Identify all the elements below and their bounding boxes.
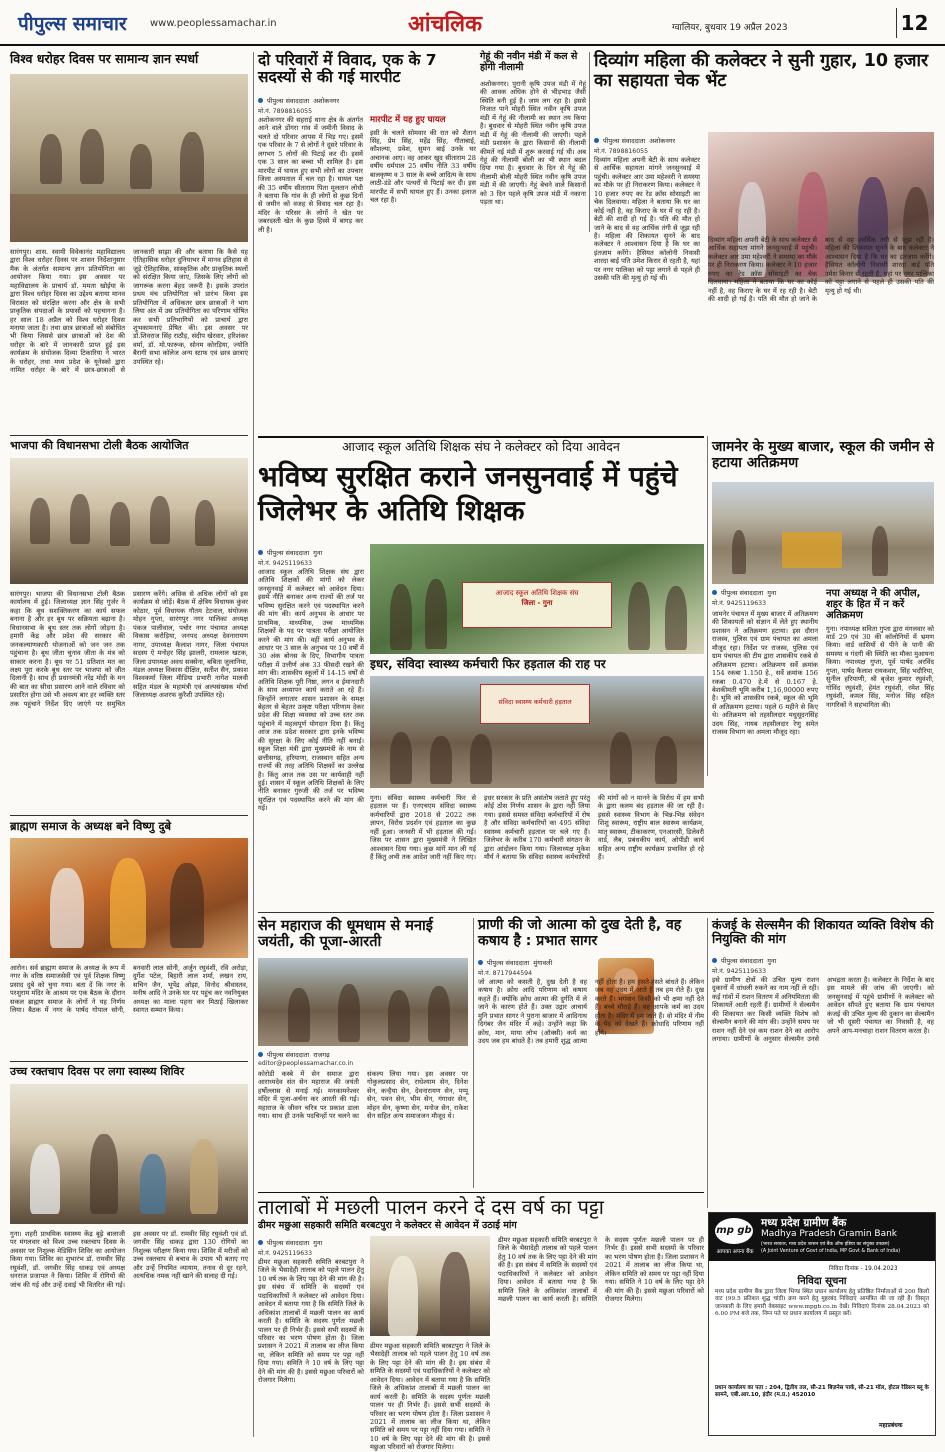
headline: प्राणी की जो आत्मा को दुख देती है, वह कषाय है : प्रभात सागर	[478, 917, 682, 949]
mobile-number: मो.नं. 9425119633	[258, 560, 313, 567]
body-text: गुना। नपाध्यक्ष सविता गुप्ता द्वारा मंगलवार को वार्ड 29 एवं 30 की कॉलोनियों में भ्रमण किया। वार्ड वासियों से पीने के पानी की समस्या व गंदगी की स्थिति का मौका मुआयना किया। नपाध्यक्ष गुप्ता, पूर्व पार्षद अरविंद गुप्ता, पार्षद कैलाश रायकवार, सिंह भदौरिया, सुनील हरियाणी, श्री बृजेश कुमार रघुवंशी, गोविंद रघुवंशी, हेमंत रघुवंशी, रमेश सिंह रघुवंशी, कमल सिंह, मनोज सिंह सहित नागरिकों ने सहभागिता की।	[826, 624, 934, 709]
paper-url[interactable]: www.peoplessamachar.in	[150, 18, 277, 29]
photo-bjp-meeting	[10, 458, 248, 584]
protest-banner: आजाद स्कूल अतिथि शिक्षक संघ जिला - गुना	[462, 582, 612, 628]
email[interactable]: editor@peoplessamachar.co.in	[258, 1060, 354, 1067]
article-samvida-strike	[370, 658, 704, 880]
byline: पीपुल्स संवाददाता मुंगावली	[478, 958, 552, 967]
byline: पीपुल्स संवाददाता गुना	[712, 588, 776, 597]
subhead: ढीमर मछुआ सहकारी समिति बरबटपुरा ने कलेक्टर से आवेदन में उठाई मांग	[258, 1220, 517, 1232]
page-number: 12	[896, 8, 932, 38]
article-bjp	[10, 440, 248, 812]
body-text: जामनेर पंचायत में मुख्य बाजार में अतिक्रमण की शिकायतों को संज्ञान में लेते हुए स्थानीय प्रशासन ने अतिक्रमण हटाया। इस दौरान राजस्व, पुलिस एवं ग्राम पंचायत का अमला मौजूद रहा। निर्देश पर राजस्व, पुलिस एवं ग्राम पंचायत की टीम द्वारा शासकीय रकबे से अतिक्रमण हटाया। अतिक्रमण सर्वे क्रमांक 154 रकबा 1.150 हे., सर्वे क्रमांक 156 रकबा 0.470 हे.में से 0.167 हे. बेशकीमती भूमि करीब 1,16,90000 रुपए है। भूमि को शासकीय रकबे, स्कूल की भूमि से अतिक्रमण हटाया। पहले 6 महीने से किए थे। अतिक्रमण को तहसीलदार मधुसूदनसिंह उदय सिंह, नायब तहसीलदार रेणु समेत राजस्व विभाग का अमला मौजूद रहा।	[712, 610, 818, 737]
article-jamner-encroachment	[712, 440, 934, 776]
place: अशोकनगर	[649, 137, 676, 145]
article-bp-camp	[10, 1066, 248, 1438]
bank-name-en: Madhya Pradesh Gramin Bank	[761, 1229, 898, 1239]
headline: दिव्यांग महिला की कलेक्टर ने सुनी गुहार, 10 हजार का सहायता चेक भेंट	[594, 51, 929, 91]
body-text: गुना। शहरी प्राथमिक स्वास्थ्य केंद्र बूढ़े बालाजी पर मंगलवार को विश्व उच्च रक्तचाप दिवस के अवसर पर निशुल्क मेडिसिन शिविर का आयोजन किया गया। शिविर का शुभारंभ डॉ. रामवीर सिंह रघुवंशी, डॉ. जगवीर सिंह धाकड़ एवं अध्यक्ष धनराज प्रजापत ने किया। शिविर में रोगियों की जांच की गई और उन्हें दवाई भी वितरित की गई। इस अवसर पर डॉ. रामवीर सिंह रघुवंशी एवं डॉ. जगवीर सिंह धाकड़ द्वारा 130 रोगियों का निशुल्क परीक्षण किया गया। शिविर में मरीजों को उच्च रक्तचाप से बचाव के उपाय भी बताए गए और उन्हें नियमित व्यायाम, तनाव से दूर रहने, अत्यधिक नमक नहीं खाने की सलाह दी गई।	[10, 1230, 248, 1289]
headline: गेहूं की नवीन मंडी में कल से होगी नीलामी	[480, 51, 578, 73]
mobile-number: मो.नं. 9425119633	[258, 1250, 313, 1257]
mobile-number: मो.नं. 8717944594	[478, 970, 533, 977]
byline: पीपुल्स संवाददाता गुना	[258, 1238, 322, 1247]
notice-body: मध्य प्रदेश ग्रामीण बैंक द्वारा जिला भिण्ड स्थित प्रधान कार्यालय हेतु प्रतिष्ठित निर्माताओं से 200 किलो वाट (99.5 प्रतिशत शुद्ध चांदी) क्रय करने हेतु मुहरबंद निविदाएं आमंत्रित की जा रही हैं। विस्तृत जानकारी के लिए हमारी वेबसाइट www.mpgb.co.in देखें। निविदाएं दिनांक 28.04.2023 को 6.00 PM बजे तक, निम्न पते पर प्रधान कार्यालय में प्रस्तुत करें।	[715, 1289, 929, 1318]
masthead	[0, 0, 945, 46]
body-text: कोरोडी कस्बे में सेन समाज द्वारा आराध्यदेव संत सेन महाराज की जयंती हर्षोल्लास से मनाई गई। मनकामनेश्वर मंदिर में पूजा-अर्चना कर आरती की गई। महाराज के जीवन चरित्र पर प्रकाश डाला गया। साथ ही उनके पदचिन्हों पर चलने का संकल्प लिया गया। इस अवसर पर गोकुलप्रसाद सेन, राधेश्याम सेन, दिनेश सेन, कन्हैया सेन, देवनारायण सेन, पप्पू सेन, पवन सेन, भीम सेन, गंगाधर सेन, मोहन सेन, कृष्णा सेन, मनोज सेन, राकेश सेन सहित अन्य समाजजन मौजूद थे।	[258, 1070, 468, 1121]
bank-address: प्रधान कार्यालय का पता : 204, द्वितीय तल, सी-21 बिज़नेस पार्क, सी-21 मॉल, होटल रेडिसन ब्लू के सामने, एबी.आर.10, इंदौर (म.प्र.) 452010	[715, 1385, 929, 1399]
article-family-dispute	[258, 52, 476, 432]
bank-sub-hi: (भारत सरकार, मध्य प्रदेश शासन एवं बैंक ऑफ इंडिया का संयुक्त उपक्रम)	[761, 1242, 890, 1247]
strike-banner: संविदा स्वास्थ्य कर्मचारी हड़ताल	[480, 684, 590, 724]
body-text-cont-2: ढीमर मछुआ सहकारी समिति बरबटपुरा ने जिले के भैसादेही तालाब को पहले पालन हेतु 10 वर्ष तक के लिए पट्टा देने की मांग की है। इस संबंध में समिति के सदस्यों एवं पदाधिकारियों ने कलेक्टर को आवेदन दिया। आवेदन में बताया गया है कि समिति जिले के अधिकांश तालाबों में मछली पालन का कार्य करती है। समिति के सदस्य पूर्णतः मछली पालन पर ही निर्भर हैं। इससे सभी सदस्यों के परिवार का भरण पोषण होता है। जिला प्रशासन ने 2021 में तालाब का लीज किया था, लेकिन समिति को समय पर पट्टा नहीं दिया गया। समिति ने 10 वर्ष के लिए पट्टा देने की मांग की है। इससे मछुआ परिवारों को रोजगार मिलेगा।	[498, 1236, 704, 1304]
place: गुना	[313, 1239, 323, 1247]
photo-guest-teachers-protest	[370, 544, 704, 654]
section-title: आंचलिक	[408, 12, 482, 37]
body-text: जो आत्मा को कसती है, दुख देती है वह कषाय है। क्रोध आदि परिणाम को कषाय कहते हैं। क्योंकि क्रोध आत्मा की दुर्गति में ले जाने के कारण होते हैं। उक्त उद्गार आचार्य मुनि प्रभात सागर ने पुराना बाजार में आदिनाथ दिगंबर जैन मंदिर में कहे। उन्होंने कहा कि क्रोध, मान, माया लोभ (ऑक्सी) कर्म का उदय जब हम बांधते है। तब हमारी शुद्ध आत्मा नहीं होता है। हम हंसते-हंसते बांधते हैं। लेकिन जब वह उदय में आते हैं तब हम रोते हैं। दुख करते हैं। भगवान किसी को भी क्षमा नहीं देते हैं। बच्चे चौराहे हैं। वह आपके कर्म का उदय होता है। मंदिर में हम जाते हैं। वो मंदिर में नीम के पेड़ को देखते हैं। क्रोधादि परिणाम नहीं होंगे।	[478, 978, 704, 1046]
mobile-number: मो.नं. 9425119633	[712, 968, 767, 975]
mobile-number: मो.नं. 9425119633	[712, 600, 767, 607]
headline: सेन महाराज की धूमधाम से मनाई जयंती, की पूजा-आरती	[258, 918, 433, 951]
body-text: सारंगपुर। शास. स्वामी विवेकानंद महाविद्यालय द्वारा विश्व धरोहर दिवस पर शासन निर्देशानुसार मैक के अंतर्गत सामान्य ज्ञान प्रतियोगिता का आयोजन किया गया। इस अवसर पर महाविद्यालय के प्राचार्य डॉ. ममता खोईया के द्वारा विश्व धरोहर दिवस का उद्देश्य बताया मानव विरासत को संरक्षित करना और क्षेत्र के सभी प्राकृतिक संपदाओं के प्रयासों को पहचानना है। हर साल 18 अप्रैल को विश्व धरोहर दिवस मनाया जाता है। तथा छात्र छात्राओं को संबोधित भी किया जिससे छात्र छात्राओं को देश की धरोहर के बारे में जानकारी प्राप्त हुई इस कार्यक्रम के संयोजक दिव्या टिकारिया ने भारत के धरोहर, तथा मध्य प्रदेश के यूनेस्को द्वारा नामित धरोहर के बारे में छात्र-छात्राओं से जानकारी साझा की और बताया कि कैसे यह ऐतिहासिक धरोहर दुनियाभर में मानव इतिहास से जुड़े ऐतिहासिक, सांस्कृतिक और प्राकृतिक स्थलों को संरक्षित किया जाए, जिसके लिए लोगों को जागरूक करना बेहद जरूरी है। इसके उपरांत प्रथम मंच प्रतियोगिता को प्रारंभ किया इस प्रतियोगिता में अधिकतर छात्र छात्राओं ने भाग लिया अंत में उस प्रतियोगिता का परिणाम घोषित कर सभी प्रतिभागियों को प्राचार्य द्वारा शुभकामनाएं प्रेषित की। इस अवसर पर डॉ.शिवराज सिंह राठौड़, संदीप खेरवार, हरिशंकर वर्मा, डॉ. मो.फारूक, सोनम कोरड़िया, ज्योति बैरागी सभा कॉलेज अन्य स्टाफ एवं छात्र छात्राएं उपस्थित रहे।	[10, 248, 248, 375]
headline: जामनेर के मुख्य बाजार, स्कूल की जमीन से हटाया अतिक्रमण	[712, 439, 934, 471]
body-text: ढीमर मछुआ सहकारी समिति बरबटपुरा ने जिले के भैसादेही तालाब को पहले पालन हेतु 10 वर्ष तक के लिए पट्टा देने की मांग की है। इस संबंध में समिति के सदस्यों एवं पदाधिकारियों ने कलेक्टर को आवेदन दिया। आवेदन में बताया गया है कि समिति जिले के अधिकांश तालाबों में मछली पालन का कार्य करती है। समिति के सदस्य पूर्णतः मछली पालन पर ही निर्भर हैं। इससे सभी सदस्यों के परिवार का भरण पोषण होता है। जिला प्रशासन ने 2021 में तालाब का लीज किया था, लेकिन समिति को समय पर पट्टा नहीं दिया गया। समिति ने 10 वर्ष के लिए पट्टा देने की मांग की है। इससे मछुआ परिवारों को रोजगार मिलेगा।	[258, 1258, 364, 1385]
article-prabhat-sagar	[478, 918, 704, 1188]
article-sen-jayanti	[258, 918, 468, 1188]
photo-heritage-event	[10, 74, 248, 242]
headline: उच्च रक्तचाप दिवस पर लगा स्वास्थ्य शिविर	[10, 1065, 185, 1078]
photo-health-workers-strike	[370, 676, 704, 788]
signatory: महाप्रबंधक	[879, 1422, 903, 1429]
article-kanjai-salesman	[712, 918, 934, 1208]
body-text: सारंगपुर। भाजपा की विधानसभा टोली बैठक कार्यालय में हुई। जिलाध्यक्ष ज्ञान सिंह गुर्जर ने कहा कि बूथ सशक्तिकरण का कार्य सफल बनाना है और हर बूथ पर सक्रियता बढ़ाना है। विधानसभा के बूथ स्तर तक लोगों जोड़ना है। हमारी केंद्र और प्रदेश की सरकार की जनकल्याणकारी योजनाओं को जन जन तक पहुंचाना है। बूथ जीता चुनाव जीता के मंत्र को साकार करना है। बूथ पर 51 प्रतिशत मत का लक्ष्य पूरा करके बूथ स्तर पर भाजपा को जीत दिलानी है। साथ ही प्रधानमंत्री नरेंद्र मोदी के मन की बात का सीधा प्रसारण आने वाले रविवार को प्रसारित होगा उसे भी अवश्य बार हर व्यक्ति स्तर तक पहुंचाने निर्देश दिए जाएंगे पर समुचित प्रसारण करेंगे। अधिक से अधिक लोगों को इस कार्यक्रम से जोड़ें। बैठक में क्षेत्रिय विधायक कुंवर कोठार, पूर्व विधायक गौतम टेटवाल, संयोजक मोहन गुप्ता, सारंगपुर नगर पालिका अध्यक्ष पंकज पालीवाल, पचोर नगर पंचायत अध्यक्ष विकास करोड़िया, जनपद अध्यक्ष देवनारायण नागर, उपाध्यक्ष कैलाश नागर, जिला पंचायत सदस्य ऐ मनोहर सिंह झालरी, रामलाल खटक, जिला उपाध्यक्ष अवध सक्सेना, बबिता जुलानिया, मंडल अध्यक्ष विकास दीक्षित, सतीश सैन, प्रकाश विश्वकर्मा जिला मीडिया प्रभारी नागेश मालवी सहित मंडल के महामंत्री एवं अल्पसंख्यक मोर्चा जिलाध्यक्ष अशरफ कुरैशी उपस्थित रहे।	[10, 590, 248, 708]
bank-name-hi: मध्य प्रदेश ग्रामीण बैंक	[761, 1217, 847, 1229]
byline: पीपुल्स संवाददाता गुना	[712, 956, 776, 965]
body-text: आजाद स्कूल अतिथि शिक्षक संघ द्वारा अतिथि शिक्षकों की मांगों को लेकर जनसुनवाई में कलेक्टर को आवेदन दिया। इसमें नीति बनाकर अन्य राज्यों की तर्ज पर भविष्य सुरक्षित करने एवं पदस्थापित करने की मांग की। कार्य अनुभव के आधार पर प्राथमिक, माध्यमिक, उच्च माध्यमिक शिक्षकों के पद पर पात्रता परीक्षा आयोजित करने की मांग की। वहीं कार्य अनुभव के आधार पर 3 साल के अनुभव पर 10 वर्षों में 30 अंक बोनस के दिए, विभागीय पात्रता परीक्षा में उत्तीर्ण अंक 33 फीसदी रखने की मांग की। शासकीय स्कूलों में 14-15 वर्षों से अतिथि शिक्षक पूरी निष्ठा, लगन व ईमानदारी के साथ अध्यापन कार्य कराते आ रहे हैं। जिन्होंने लगातार शासन प्रशासन के समक्ष बेहतर से बेहतर उत्कृष्ट परीक्षा परिणाम देकर प्रदेश की शिक्षा व्यवस्था को उच्च स्तर तक पहुंचाने में महत्वपूर्ण योगदान दिया है। किंतु आज तक प्रदेश सरकार द्वारा इनके भविष्य की सुरक्षा के लिए कोई नीति नहीं बनाई। स्कूल शिक्षा मंत्री द्वारा मुख्यमंत्री के नाम से छत्तीसगढ़, हरियाणा, राजस्थान सहित अन्य राज्यों की तरह अतिथि शिक्षकों का उल्लेख है। किंतु आज तक उस पर कार्यवाही नहीं हुई। शासन में स्कूल अतिथि शिक्षकों के लिए नीति बनाकर गुरुजी की तर्ज पर भविष्य सुरक्षित एवं पदस्थापित करने की मांग की गई।	[258, 568, 364, 813]
notice-ref: निविदा दिनांक - 19.04.2023	[829, 1266, 898, 1272]
article-wheat-auction	[480, 52, 586, 432]
body-text: आरोन। सर्व ब्राह्मण समाज के अध्यक्ष के रूप में नगर के वरिष्ठ समाजसेवी एवं पूर्व शिक्षक विष्णु प्रसाद दुबे को चुना गया। बता दें कि नगर के परशुराम मंदिर के आश्रम पर एक बैठक के दौरान सकल ब्राह्मण समाज के लोगों ने यह निर्णय लिया। बैठक में नगर के पार्षद गोपाल सोनी, बनवारी लाल सोनी, अर्जुन रघुवंशी, रवि अरोड़ा, दुर्गेश पटेल, बिहारी लाल शर्मा, लखन राय, सचिन जैन, भूपेंद्र ओझा, विनोद श्रीवास्तव, मनीष आदि ने उनके घर पर पहुंच कर नवनियुक्त अध्यक्ष का माला पहना कर मिठाई खिलाकर स्वागत सम्मान किया।	[10, 964, 248, 1015]
mobile-number: मो.नं. 7898816055	[594, 148, 649, 155]
headline: भाजपा की विधानसभा टोली बैठक आयोजित	[10, 439, 189, 452]
body-text: दिव्यांग महिला अपनी बेटी के साथ कलेक्टर से आर्थिक सहायता मांगने जनसुनवाई में पहुंची। कलेक्टर आर उमा महेश्वरी ने समस्या का मौके पर ही निराकरण किया। कलेक्टर ने 10 हजार रुपए का रेड क्रॉस सोसाइटी का चेक दिलवाया। महिला ने बताया कि घर का कोई नहीं है, वह किराए के घर में रह रही है। बेटी की शादी हो गई है। पति की मौत हो जाने के बाद से वह आर्थिक तंगी से जूझ रही है। महिला की शिकायत सुनने के बाद कलेक्टर ने आश्वासन दिया है कि घर का इंतजाम करेंगे। हैसियत कॉलोनी निवासी शारदा बाई पति उमेश किरार से रहती है, यहां पर नगर पालिका को पट्टा लगाने से पहले ही उसकी पति की मृत्यु हो गई थी।	[594, 156, 700, 283]
article-brahmin	[10, 820, 248, 1058]
body-text: अशोकनगर। पुरानी कृषि उपज मंडी में गेहूं की आवक अधिक होने से भीड़भाड़ जैसी स्थिति बनी हुई है। जाम लग रहा है। इससे निजात पाने मोहरी स्थित नवीन कृषि उपज मंडी में गेहूं की नीलामी का स्थान तय किया है। बुधवार से मोहरी स्थित नवीन कृषि उपज मंडी में गेहूं की नीलामी की जाएगी। पहले मंडी प्रशासन के द्वारा किसानों की नीलामी कीमतें नई मंडी में शुरू करवाई गई थी। अब गेहूं की नीलामी बोली का भी स्थान बदल दिया गया है। बुधवार के दिन से गेहूं की नीलामी बोली मोहरी स्थित नवीन कृषि उपज मंडी में की जाएगी। गेहूं बेचने वाले किसानों को 3 दिन पहले कृषि उपज मंडी में नकाना पड़ता था।	[480, 80, 586, 207]
place: गुना	[767, 957, 777, 965]
headline: भविष्य सुरक्षित कराने जनसुनवाई में पहुंचे जिलेभर के अतिथि शिक्षक	[258, 460, 678, 527]
photo-garland-welcome	[10, 838, 248, 958]
body-text-2: इसी के चलते सोमवार की रात को शैतान सिंह, प्रेम सिंह, महेंद्र सिंह, गीताबाई, कौशल्या, प्रवेश, सुमन बाई उनके घर अचानक आए। वह आकर खुद सीताराम 28 वर्षीय धर्मपाल 25 वर्षीय नीति 33 वर्षीय बालकृष्ण व 3 साल के बच्चे आदित्य के साथ लाठी-डंडे और पत्थरों से पिटाई कर दी। इस मारपीट में सभी घायल हुए हैं। उनका इलाज चल रहा है।	[370, 128, 476, 205]
byline: पीपुल्स संवाददाता अशोकनगर	[594, 136, 704, 145]
body-text: गुना। संविदा स्वास्थ्य कर्मचारी फिर से हड़ताल पर हैं। एनएचएम संविदा स्वास्थ्य कर्मचारियों द्वारा 2018 से 2022 तक ज्ञापन, विरोध प्रदर्शन एवं हड़ताल का कुछ नहीं हुआ। जनवरी में भी हड़ताल की गई। जिस पर शासन द्वारा मुख्यमंत्री ने लिखित आश्वासन दिया गया। कुछ मांगें मान ली गई हैं किंतु अभी तक आदेश जारी नहीं किए गए। इधर सरकार के प्रति असंतोष जताते हुए परंतु कोई ठोस निर्णय शासन के द्वारा नहीं लिया गया। इससे समस्त संविदा कर्मचारियों में रोष है और संविदा कर्मचारियों का 495 संविदा स्वास्थ्य कर्मचारी हड़ताल पर चले गए हैं। जिलेभर के करीब 170 कर्मचारी संगठन के द्वारा आंदोलन किया गया। जिलाध्यक्ष मुकेश मौर्य ने बताया कि संविदा स्वास्थ्य कर्मचारियों की मांगों को न मानने के विरोध में हम सभी के द्वारा कलम बंद हड़ताल की जा रही है। इससे स्वास्थ्य विभाग के भिन्न-भिन्न संवेदन शिशु स्वास्थ्य, राष्ट्रीय बाल स्वास्थ्य कार्यक्रम, मातृ स्वास्थ्य, टीकाकरण, एनआरसी, डिलेवरी वार्ड, लैब, प्रबंधकीय कार्य, ओपीडी कार्य सहित अन्य राष्ट्रीय कार्यक्रम प्रभावित हो रहे हैं।	[370, 794, 704, 862]
body-text: अशोकनगर की सहराई थाना क्षेत्र के अंतर्गत आने वाले डोंगरा गांव में जमीनी विवाद के चलते दो परिवार आपस में भिड़ गए। इसमें एक परिवार के 7 से लोगों ने दूसरे परिवार के लगभग 5 लोगों की पिटाई कर दी। इसमें एक 3 साल का बच्चा भी शामिल है। इस मारपीट में घायल हुए सभी लोगों का उपचार जिला अस्पताल में चल रहा है। घायल पक्ष की 35 वर्षीय सीताराम पिता मुलतान लोधी ने बताया कि गांव के ही लोगों से कुछ दिनों से जमीन को वजह से विवाद चल रहा है। मंदिर के परिसर के लोगों ने खेत पर जबरदस्ती खेत के कुछ हिस्से में बागड़ कर ली है।	[258, 116, 363, 234]
photo-sen-puja	[258, 958, 468, 1046]
bank-sub-en: (A Joint Venture of Govt of India, MP Govt & Bank of India)	[761, 1249, 901, 1254]
paper-logo: पीपुल्स समाचार	[18, 13, 127, 35]
divyang-continued: दिव्यांग महिला अपनी बेटी के साथ कलेक्टर से आर्थिक सहायता मांगने जनसुनवाई में पहुंची। कलेक्टर आर उमा महेश्वरी ने समस्या का मौके पर ही निराकरण किया। कलेक्टर ने 10 हजार रुपए का रेड क्रॉस सोसाइटी का चेक दिलवाया। महिला ने बताया कि घर का कोई नहीं है, वह किराए के घर में रह रही है। बेटी की शादी हो गई है। पति की मौत हो जाने के बाद से वह आर्थिक तंगी से जूझ रही है। महिला की शिकायत सुनने के बाद कलेक्टर ने आश्वासन दिया है कि घर का इंतजाम करेंगे। हैसियत कॉलोनी निवासी शारदा बाई पति उमेश किरार से रहती है, यहां पर नगर पालिका को पट्टा लगाने से पहले ही उसकी पति की मृत्यु हो गई थी।	[708, 236, 934, 304]
place: गुना	[313, 549, 323, 557]
ad-mp-gramin-bank[interactable]	[708, 1212, 936, 1436]
body-text: इसे ग्रामीण क्षेत्रों की उचित मूल्य राशन दुकानों में धांधली रुकने का नाम नहीं ले रही। कई गांवों में राशन वितरण में अनियमितता की शिकायतें आती रहती हैं। ग्रामीणों ने सेल्समैन की शिकायत कर किसी व्यक्ति विशेष को सेल्समैन बनाने की मांग की। उन्होंने समय पर राशन नहीं देने एवं कम राशन देने का आरोप लगाया। ग्रामीणों के अनुसार सेल्समैन उनसे अभद्रता करता है। कलेक्टर के निर्देश के बाद इस मामले की जांच की जाएगी। को जनसुनवाई में पहुंचे ग्रामीणों ने कलेक्टर को आवेदन सौंपते हुए बताया कि ग्राम पंचायत कंजई की उचित मूल्य की दुकान का सेल्समैन जो भी दूसरी पंचायत का निवासी है, वह अपने आप-मनचाहा राशन वितरण करता है।	[712, 976, 934, 1044]
headline: ब्राह्मण समाज के अध्यक्ष बने विष्णु दुबे	[10, 819, 172, 833]
headline: इधर, संविदा स्वास्थ्य कर्मचारी फिर हड़ताल की राह पर	[370, 657, 606, 671]
notice-title: निविदा सूचना	[797, 1276, 847, 1287]
napa-subarticle	[826, 588, 934, 776]
article-fish-lease	[258, 1195, 704, 1452]
bank-tagline: आपका अपना बैंक	[716, 1249, 754, 1255]
headline: नपा अध्यक्ष ने की अपील, शहर के हित में न करें अतिक्रमण	[826, 588, 921, 622]
photo-health-camp	[10, 1084, 248, 1224]
place: मुंगावली	[533, 959, 553, 967]
byline: पीपुल्स संवाददाता राजगढ़	[258, 1050, 330, 1059]
article-heritage	[10, 52, 248, 432]
place: गुना	[767, 589, 777, 597]
headline: दो परिवारों में विवाद, एक के 7 सदस्यों से की गई मारपीट	[258, 51, 437, 87]
byline: पीपुल्स संवाददाता गुना	[258, 548, 368, 557]
body-text-cont: ढीमर मछुआ सहकारी समिति बरबटपुरा ने जिले के भैसादेही तालाब को पहले पालन हेतु 10 वर्ष तक के लिए पट्टा देने की मांग की है। इस संबंध में समिति के सदस्यों एवं पदाधिकारियों ने कलेक्टर को आवेदन दिया। आवेदन में बताया गया है कि समिति जिले के अधिकांश तालाबों में मछली पालन का कार्य करती है। समिति के सदस्य पूर्णतः मछली पालन पर ही निर्भर हैं। इससे सभी सदस्यों के परिवार का भरण पोषण होता है। जिला प्रशासन ने 2021 में तालाब का लीज किया था, लेकिन समिति को समय पर पट्टा नहीं दिया गया। समिति ने 10 वर्ष के लिए पट्टा देने की मांग की है। इससे मछुआ परिवारों को रोजगार मिलेगा।	[370, 1342, 490, 1452]
place: राजगढ़	[313, 1051, 330, 1059]
byline: पीपुल्स संवाददाता अशोकनगर	[258, 96, 476, 105]
subhead: मारपीट में यह हुए घायल	[370, 115, 446, 125]
headline: कंजई के सेल्समैन की शिकायत व्यक्ति विशेष की नियुक्ति की मांग	[712, 917, 934, 946]
photo-fishermen-society	[370, 1236, 490, 1336]
kicker: आजाद स्कूल अतिथि शिक्षक संघ ने कलेक्टर को दिया आवेदन	[342, 439, 620, 454]
dateline: ग्वालियर, बुधवार 19 अप्रैल 2023	[672, 23, 788, 33]
bank-logo: mp gb	[715, 1218, 753, 1244]
photo-encroachment-removal	[712, 482, 934, 584]
place: अशोकनगर	[313, 97, 340, 105]
headline: तालाबों में मछली पालन करने दें दस वर्ष का पट्टा	[258, 1195, 604, 1219]
mobile-number: मो.नं. 7898816055	[258, 108, 313, 115]
headline: विश्व धरोहर दिवस पर सामान्य ज्ञान स्पर्धा	[10, 51, 199, 66]
